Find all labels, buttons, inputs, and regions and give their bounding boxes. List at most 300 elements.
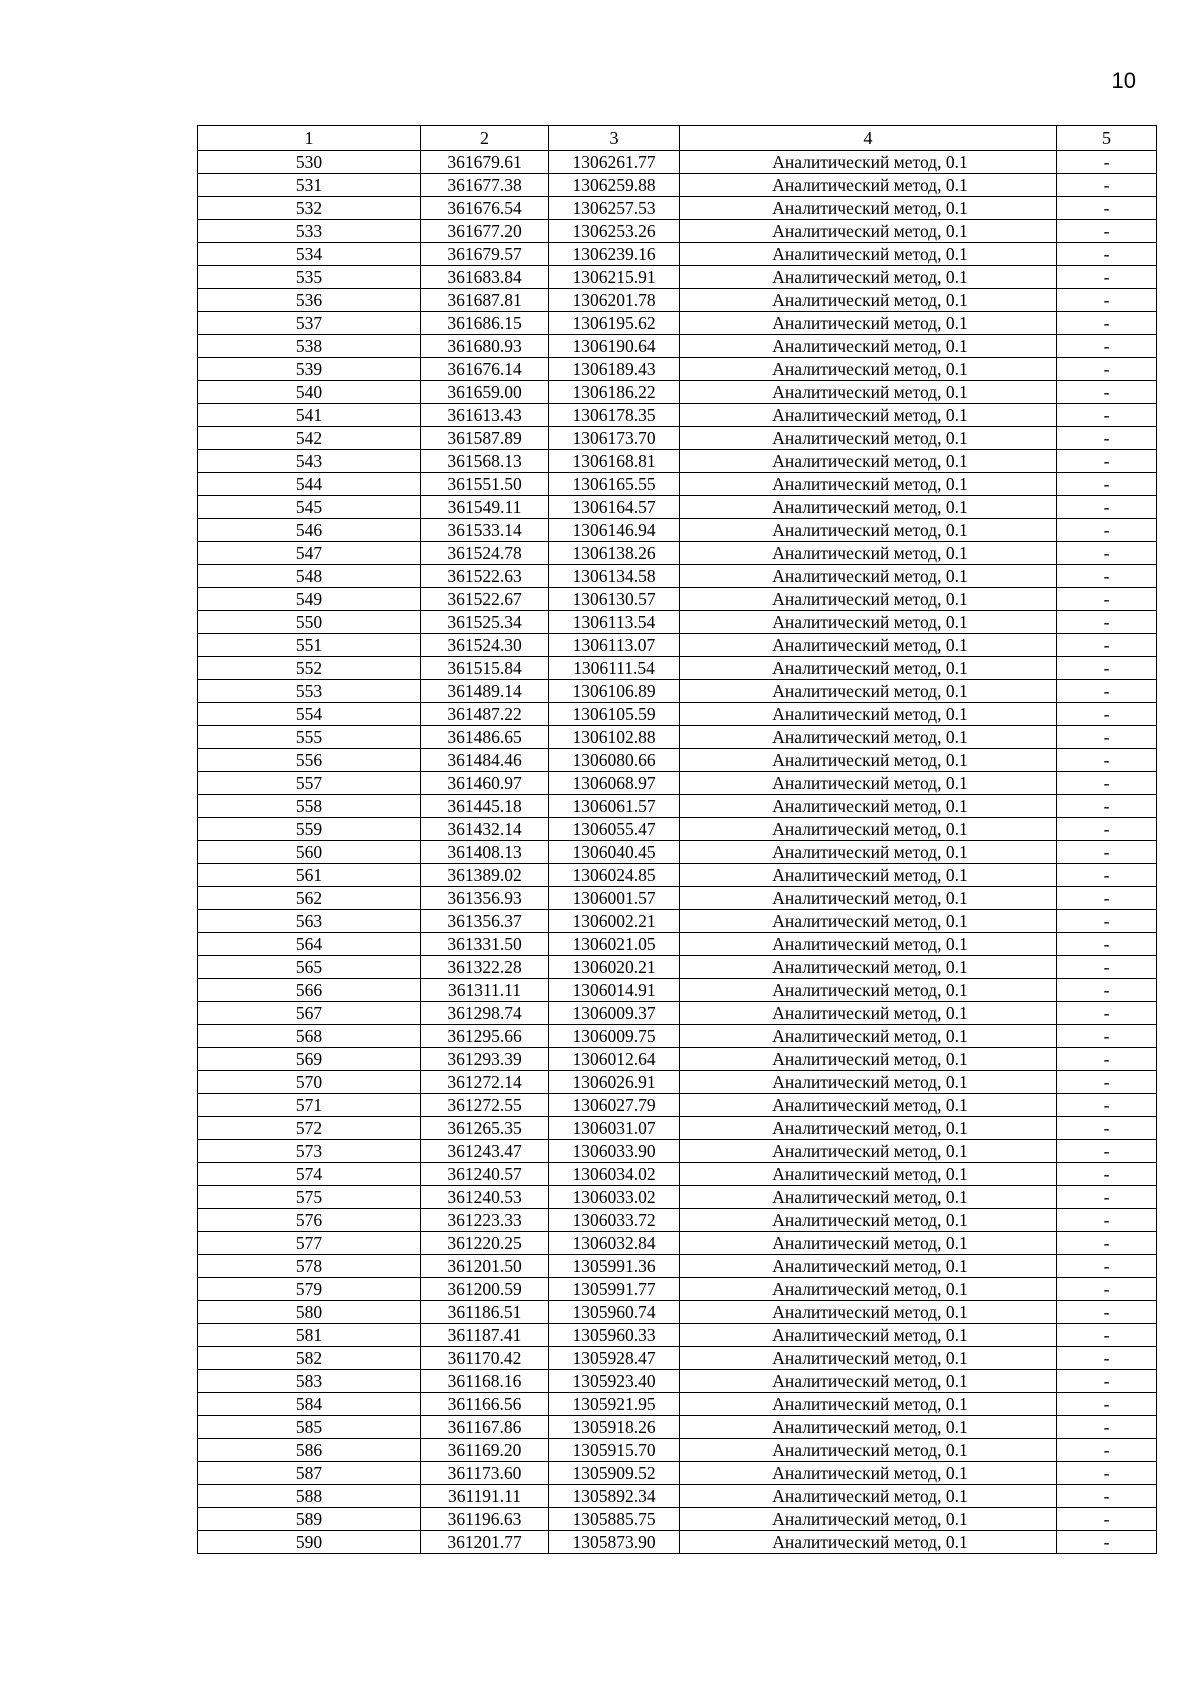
point-number-cell: 555 [198, 726, 421, 749]
y-coordinate-cell: 1305991.77 [549, 1278, 680, 1301]
method-cell: Аналитический метод, 0.1 [680, 611, 1057, 634]
y-coordinate-cell: 1306111.54 [549, 657, 680, 680]
header-col-1: 1 [198, 126, 421, 151]
point-number-cell: 554 [198, 703, 421, 726]
table-row [198, 335, 1157, 358]
point-number-cell: 573 [198, 1140, 421, 1163]
point-number-cell: 543 [198, 450, 421, 473]
method-cell: Аналитический метод, 0.1 [680, 1393, 1057, 1416]
y-coordinate-cell: 1305960.33 [549, 1324, 680, 1347]
note-cell: - [1057, 1048, 1157, 1071]
method-cell: Аналитический метод, 0.1 [680, 450, 1057, 473]
y-coordinate-cell: 1305915.70 [549, 1439, 680, 1462]
y-coordinate-cell: 1306239.16 [549, 243, 680, 266]
table-row [198, 749, 1157, 772]
x-coordinate-cell: 361186.51 [421, 1301, 549, 1324]
method-cell: Аналитический метод, 0.1 [680, 588, 1057, 611]
table-row [198, 956, 1157, 979]
note-cell: - [1057, 1347, 1157, 1370]
method-cell: Аналитический метод, 0.1 [680, 266, 1057, 289]
x-coordinate-cell: 361272.55 [421, 1094, 549, 1117]
y-coordinate-cell: 1306189.43 [549, 358, 680, 381]
note-cell: - [1057, 841, 1157, 864]
point-number-cell: 590 [198, 1531, 421, 1554]
point-number-cell: 548 [198, 565, 421, 588]
table-row [198, 795, 1157, 818]
point-number-cell: 541 [198, 404, 421, 427]
y-coordinate-cell: 1306178.35 [549, 404, 680, 427]
note-cell: - [1057, 818, 1157, 841]
y-coordinate-cell: 1306021.05 [549, 933, 680, 956]
note-cell: - [1057, 1002, 1157, 1025]
table-row [198, 1163, 1157, 1186]
note-cell: - [1057, 1232, 1157, 1255]
table-row [198, 910, 1157, 933]
table-row [198, 703, 1157, 726]
x-coordinate-cell: 361265.35 [421, 1117, 549, 1140]
table-row [198, 1278, 1157, 1301]
method-cell: Аналитический метод, 0.1 [680, 496, 1057, 519]
point-number-cell: 535 [198, 266, 421, 289]
table-row [198, 1416, 1157, 1439]
note-cell: - [1057, 473, 1157, 496]
x-coordinate-cell: 361272.14 [421, 1071, 549, 1094]
x-coordinate-cell: 361311.11 [421, 979, 549, 1002]
note-cell: - [1057, 1324, 1157, 1347]
note-cell: - [1057, 1186, 1157, 1209]
y-coordinate-cell: 1306080.66 [549, 749, 680, 772]
x-coordinate-cell: 361460.97 [421, 772, 549, 795]
y-coordinate-cell: 1306027.79 [549, 1094, 680, 1117]
y-coordinate-cell: 1305991.36 [549, 1255, 680, 1278]
method-cell: Аналитический метод, 0.1 [680, 772, 1057, 795]
y-coordinate-cell: 1306055.47 [549, 818, 680, 841]
note-cell: - [1057, 1025, 1157, 1048]
table-row [198, 726, 1157, 749]
method-cell: Аналитический метод, 0.1 [680, 1117, 1057, 1140]
point-number-cell: 565 [198, 956, 421, 979]
note-cell: - [1057, 266, 1157, 289]
note-cell: - [1057, 588, 1157, 611]
y-coordinate-cell: 1306257.53 [549, 197, 680, 220]
method-cell: Аналитический метод, 0.1 [680, 726, 1057, 749]
y-coordinate-cell: 1306106.89 [549, 680, 680, 703]
x-coordinate-cell: 361522.63 [421, 565, 549, 588]
table-row [198, 1094, 1157, 1117]
note-cell: - [1057, 887, 1157, 910]
note-cell: - [1057, 565, 1157, 588]
table-row [198, 427, 1157, 450]
point-number-cell: 571 [198, 1094, 421, 1117]
note-cell: - [1057, 657, 1157, 680]
table-row [198, 565, 1157, 588]
method-cell: Аналитический метод, 0.1 [680, 243, 1057, 266]
x-coordinate-cell: 361223.33 [421, 1209, 549, 1232]
table-row [198, 289, 1157, 312]
y-coordinate-cell: 1306032.84 [549, 1232, 680, 1255]
y-coordinate-cell: 1306138.26 [549, 542, 680, 565]
point-number-cell: 549 [198, 588, 421, 611]
method-cell: Аналитический метод, 0.1 [680, 381, 1057, 404]
table-row [198, 542, 1157, 565]
table-row [198, 496, 1157, 519]
x-coordinate-cell: 361170.42 [421, 1347, 549, 1370]
method-cell: Аналитический метод, 0.1 [680, 1324, 1057, 1347]
note-cell: - [1057, 1140, 1157, 1163]
point-number-cell: 561 [198, 864, 421, 887]
note-cell: - [1057, 1117, 1157, 1140]
method-cell: Аналитический метод, 0.1 [680, 473, 1057, 496]
x-coordinate-cell: 361568.13 [421, 450, 549, 473]
page-number: 10 [1111, 68, 1136, 93]
table-row [198, 1002, 1157, 1025]
y-coordinate-cell: 1305928.47 [549, 1347, 680, 1370]
method-cell: Аналитический метод, 0.1 [680, 1370, 1057, 1393]
x-coordinate-cell: 361489.14 [421, 680, 549, 703]
method-cell: Аналитический метод, 0.1 [680, 1301, 1057, 1324]
x-coordinate-cell: 361187.41 [421, 1324, 549, 1347]
method-cell: Аналитический метод, 0.1 [680, 335, 1057, 358]
note-cell: - [1057, 1531, 1157, 1554]
y-coordinate-cell: 1306215.91 [549, 266, 680, 289]
x-coordinate-cell: 361200.59 [421, 1278, 549, 1301]
x-coordinate-cell: 361201.77 [421, 1531, 549, 1554]
note-cell: - [1057, 174, 1157, 197]
x-coordinate-cell: 361679.57 [421, 243, 549, 266]
note-cell: - [1057, 427, 1157, 450]
point-number-cell: 540 [198, 381, 421, 404]
table-row [198, 1462, 1157, 1485]
method-cell: Аналитический метод, 0.1 [680, 1416, 1057, 1439]
x-coordinate-cell: 361677.38 [421, 174, 549, 197]
table-row [198, 634, 1157, 657]
table-row [198, 519, 1157, 542]
method-cell: Аналитический метод, 0.1 [680, 1531, 1057, 1554]
y-coordinate-cell: 1306031.07 [549, 1117, 680, 1140]
y-coordinate-cell: 1306186.22 [549, 381, 680, 404]
note-cell: - [1057, 1393, 1157, 1416]
x-coordinate-cell: 361686.15 [421, 312, 549, 335]
method-cell: Аналитический метод, 0.1 [680, 565, 1057, 588]
method-cell: Аналитический метод, 0.1 [680, 979, 1057, 1002]
y-coordinate-cell: 1306259.88 [549, 174, 680, 197]
x-coordinate-cell: 361676.14 [421, 358, 549, 381]
method-cell: Аналитический метод, 0.1 [680, 634, 1057, 657]
y-coordinate-cell: 1306105.59 [549, 703, 680, 726]
point-number-cell: 569 [198, 1048, 421, 1071]
point-number-cell: 575 [198, 1186, 421, 1209]
table-row [198, 1048, 1157, 1071]
point-number-cell: 546 [198, 519, 421, 542]
method-cell: Аналитический метод, 0.1 [680, 657, 1057, 680]
method-cell: Аналитический метод, 0.1 [680, 151, 1057, 174]
point-number-cell: 530 [198, 151, 421, 174]
x-coordinate-cell: 361331.50 [421, 933, 549, 956]
note-cell: - [1057, 358, 1157, 381]
x-coordinate-cell: 361432.14 [421, 818, 549, 841]
x-coordinate-cell: 361295.66 [421, 1025, 549, 1048]
note-cell: - [1057, 795, 1157, 818]
table-row [198, 1255, 1157, 1278]
note-cell: - [1057, 404, 1157, 427]
table-row [198, 933, 1157, 956]
table-row [198, 1324, 1157, 1347]
y-coordinate-cell: 1306033.02 [549, 1186, 680, 1209]
x-coordinate-cell: 361167.86 [421, 1416, 549, 1439]
table-row [198, 887, 1157, 910]
y-coordinate-cell: 1306034.02 [549, 1163, 680, 1186]
x-coordinate-cell: 361196.63 [421, 1508, 549, 1531]
y-coordinate-cell: 1306026.91 [549, 1071, 680, 1094]
y-coordinate-cell: 1306012.64 [549, 1048, 680, 1071]
note-cell: - [1057, 1301, 1157, 1324]
note-cell: - [1057, 1255, 1157, 1278]
table-row [198, 473, 1157, 496]
point-number-cell: 588 [198, 1485, 421, 1508]
table-row [198, 1439, 1157, 1462]
y-coordinate-cell: 1306134.58 [549, 565, 680, 588]
point-number-cell: 570 [198, 1071, 421, 1094]
note-cell: - [1057, 956, 1157, 979]
table-row [198, 1370, 1157, 1393]
method-cell: Аналитический метод, 0.1 [680, 1163, 1057, 1186]
method-cell: Аналитический метод, 0.1 [680, 1071, 1057, 1094]
note-cell: - [1057, 289, 1157, 312]
x-coordinate-cell: 361240.57 [421, 1163, 549, 1186]
y-coordinate-cell: 1306020.21 [549, 956, 680, 979]
x-coordinate-cell: 361445.18 [421, 795, 549, 818]
point-number-cell: 558 [198, 795, 421, 818]
table-row [198, 1347, 1157, 1370]
y-coordinate-cell: 1306009.37 [549, 1002, 680, 1025]
method-cell: Аналитический метод, 0.1 [680, 197, 1057, 220]
point-number-cell: 562 [198, 887, 421, 910]
y-coordinate-cell: 1306113.07 [549, 634, 680, 657]
point-number-cell: 544 [198, 473, 421, 496]
y-coordinate-cell: 1306168.81 [549, 450, 680, 473]
table-row [198, 404, 1157, 427]
method-cell: Аналитический метод, 0.1 [680, 1232, 1057, 1255]
method-cell: Аналитический метод, 0.1 [680, 289, 1057, 312]
x-coordinate-cell: 361533.14 [421, 519, 549, 542]
point-number-cell: 580 [198, 1301, 421, 1324]
note-cell: - [1057, 910, 1157, 933]
table-row [198, 1025, 1157, 1048]
y-coordinate-cell: 1306165.55 [549, 473, 680, 496]
method-cell: Аналитический метод, 0.1 [680, 312, 1057, 335]
point-number-cell: 542 [198, 427, 421, 450]
point-number-cell: 550 [198, 611, 421, 634]
note-cell: - [1057, 542, 1157, 565]
table-header-row [198, 126, 1157, 151]
method-cell: Аналитический метод, 0.1 [680, 1025, 1057, 1048]
point-number-cell: 539 [198, 358, 421, 381]
method-cell: Аналитический метод, 0.1 [680, 1278, 1057, 1301]
point-number-cell: 582 [198, 1347, 421, 1370]
point-number-cell: 563 [198, 910, 421, 933]
note-cell: - [1057, 151, 1157, 174]
point-number-cell: 545 [198, 496, 421, 519]
x-coordinate-cell: 361168.16 [421, 1370, 549, 1393]
note-cell: - [1057, 1163, 1157, 1186]
table-row [198, 1393, 1157, 1416]
y-coordinate-cell: 1305873.90 [549, 1531, 680, 1554]
method-cell: Аналитический метод, 0.1 [680, 680, 1057, 703]
note-cell: - [1057, 749, 1157, 772]
x-coordinate-cell: 361676.54 [421, 197, 549, 220]
point-number-cell: 556 [198, 749, 421, 772]
y-coordinate-cell: 1306164.57 [549, 496, 680, 519]
point-number-cell: 578 [198, 1255, 421, 1278]
table-row [198, 1531, 1157, 1554]
point-number-cell: 538 [198, 335, 421, 358]
x-coordinate-cell: 361524.30 [421, 634, 549, 657]
x-coordinate-cell: 361683.84 [421, 266, 549, 289]
table-row [198, 772, 1157, 795]
y-coordinate-cell: 1305892.34 [549, 1485, 680, 1508]
note-cell: - [1057, 703, 1157, 726]
method-cell: Аналитический метод, 0.1 [680, 519, 1057, 542]
method-cell: Аналитический метод, 0.1 [680, 956, 1057, 979]
y-coordinate-cell: 1306002.21 [549, 910, 680, 933]
table-row [198, 312, 1157, 335]
method-cell: Аналитический метод, 0.1 [680, 427, 1057, 450]
table-row [198, 1508, 1157, 1531]
point-number-cell: 553 [198, 680, 421, 703]
note-cell: - [1057, 1485, 1157, 1508]
y-coordinate-cell: 1306040.45 [549, 841, 680, 864]
point-number-cell: 589 [198, 1508, 421, 1531]
note-cell: - [1057, 450, 1157, 473]
x-coordinate-cell: 361487.22 [421, 703, 549, 726]
x-coordinate-cell: 361243.47 [421, 1140, 549, 1163]
x-coordinate-cell: 361201.50 [421, 1255, 549, 1278]
point-number-cell: 557 [198, 772, 421, 795]
x-coordinate-cell: 361680.93 [421, 335, 549, 358]
method-cell: Аналитический метод, 0.1 [680, 933, 1057, 956]
table-row [198, 266, 1157, 289]
note-cell: - [1057, 1370, 1157, 1393]
table-row [198, 1186, 1157, 1209]
note-cell: - [1057, 312, 1157, 335]
table-row [198, 864, 1157, 887]
x-coordinate-cell: 361522.67 [421, 588, 549, 611]
x-coordinate-cell: 361293.39 [421, 1048, 549, 1071]
x-coordinate-cell: 361687.81 [421, 289, 549, 312]
coordinates-table [197, 125, 1157, 1554]
x-coordinate-cell: 361677.20 [421, 220, 549, 243]
x-coordinate-cell: 361515.84 [421, 657, 549, 680]
note-cell: - [1057, 864, 1157, 887]
y-coordinate-cell: 1306061.57 [549, 795, 680, 818]
table-row [198, 611, 1157, 634]
y-coordinate-cell: 1306102.88 [549, 726, 680, 749]
method-cell: Аналитический метод, 0.1 [680, 795, 1057, 818]
y-coordinate-cell: 1306130.57 [549, 588, 680, 611]
x-coordinate-cell: 361322.28 [421, 956, 549, 979]
method-cell: Аналитический метод, 0.1 [680, 1462, 1057, 1485]
table-row [198, 818, 1157, 841]
method-cell: Аналитический метод, 0.1 [680, 841, 1057, 864]
point-number-cell: 586 [198, 1439, 421, 1462]
x-coordinate-cell: 361169.20 [421, 1439, 549, 1462]
table-row [198, 220, 1157, 243]
note-cell: - [1057, 197, 1157, 220]
point-number-cell: 534 [198, 243, 421, 266]
point-number-cell: 568 [198, 1025, 421, 1048]
x-coordinate-cell: 361613.43 [421, 404, 549, 427]
method-cell: Аналитический метод, 0.1 [680, 404, 1057, 427]
method-cell: Аналитический метод, 0.1 [680, 1186, 1057, 1209]
x-coordinate-cell: 361679.61 [421, 151, 549, 174]
point-number-cell: 584 [198, 1393, 421, 1416]
y-coordinate-cell: 1306261.77 [549, 151, 680, 174]
y-coordinate-cell: 1306033.72 [549, 1209, 680, 1232]
x-coordinate-cell: 361220.25 [421, 1232, 549, 1255]
header-col-3: 3 [549, 126, 680, 151]
note-cell: - [1057, 220, 1157, 243]
point-number-cell: 583 [198, 1370, 421, 1393]
y-coordinate-cell: 1306195.62 [549, 312, 680, 335]
point-number-cell: 559 [198, 818, 421, 841]
table-row [198, 1485, 1157, 1508]
method-cell: Аналитический метод, 0.1 [680, 220, 1057, 243]
x-coordinate-cell: 361298.74 [421, 1002, 549, 1025]
note-cell: - [1057, 979, 1157, 1002]
point-number-cell: 574 [198, 1163, 421, 1186]
table-row [198, 358, 1157, 381]
point-number-cell: 552 [198, 657, 421, 680]
y-coordinate-cell: 1306201.78 [549, 289, 680, 312]
x-coordinate-cell: 361240.53 [421, 1186, 549, 1209]
table-row [198, 151, 1157, 174]
note-cell: - [1057, 243, 1157, 266]
method-cell: Аналитический метод, 0.1 [680, 1048, 1057, 1071]
method-cell: Аналитический метод, 0.1 [680, 542, 1057, 565]
table-row [198, 841, 1157, 864]
table-row [198, 174, 1157, 197]
note-cell: - [1057, 1439, 1157, 1462]
header-col-5: 5 [1057, 126, 1157, 151]
method-cell: Аналитический метод, 0.1 [680, 818, 1057, 841]
table-row [198, 1117, 1157, 1140]
method-cell: Аналитический метод, 0.1 [680, 887, 1057, 910]
table-row [198, 197, 1157, 220]
y-coordinate-cell: 1305960.74 [549, 1301, 680, 1324]
table-row [198, 979, 1157, 1002]
y-coordinate-cell: 1306014.91 [549, 979, 680, 1002]
method-cell: Аналитический метод, 0.1 [680, 749, 1057, 772]
point-number-cell: 560 [198, 841, 421, 864]
point-number-cell: 547 [198, 542, 421, 565]
note-cell: - [1057, 726, 1157, 749]
method-cell: Аналитический метод, 0.1 [680, 358, 1057, 381]
y-coordinate-cell: 1306113.54 [549, 611, 680, 634]
table-row [198, 680, 1157, 703]
table-row [198, 1071, 1157, 1094]
y-coordinate-cell: 1305885.75 [549, 1508, 680, 1531]
x-coordinate-cell: 361659.00 [421, 381, 549, 404]
x-coordinate-cell: 361525.34 [421, 611, 549, 634]
note-cell: - [1057, 1278, 1157, 1301]
y-coordinate-cell: 1305909.52 [549, 1462, 680, 1485]
x-coordinate-cell: 361166.56 [421, 1393, 549, 1416]
table-row [198, 1209, 1157, 1232]
method-cell: Аналитический метод, 0.1 [680, 1002, 1057, 1025]
x-coordinate-cell: 361549.11 [421, 496, 549, 519]
note-cell: - [1057, 381, 1157, 404]
y-coordinate-cell: 1305921.95 [549, 1393, 680, 1416]
